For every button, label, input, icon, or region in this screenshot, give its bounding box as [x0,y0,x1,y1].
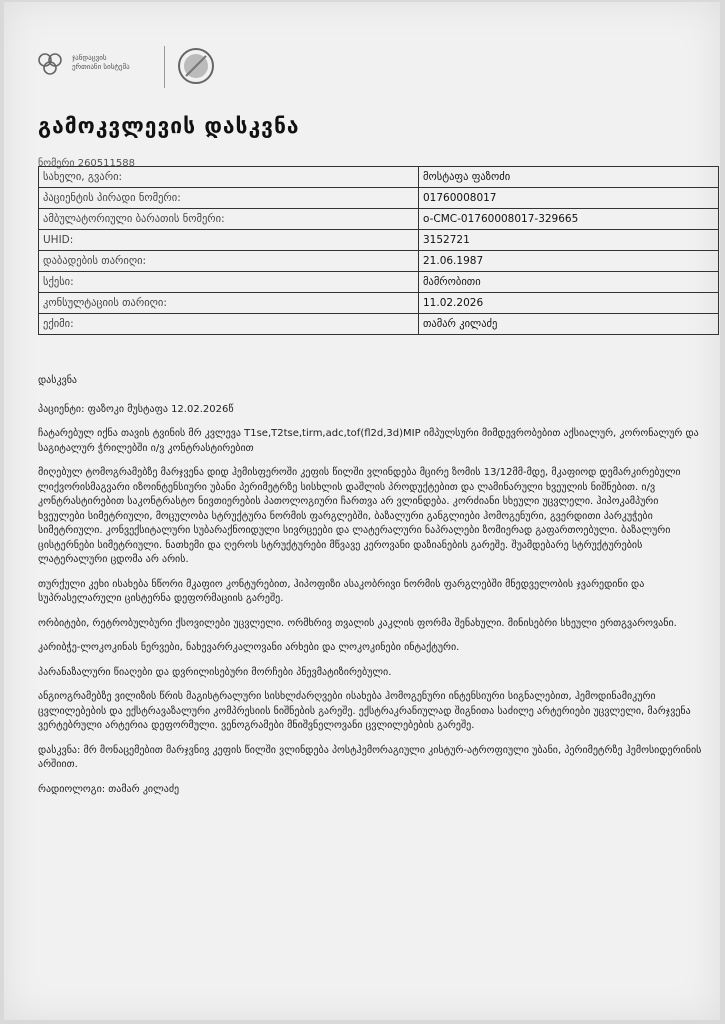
seal-icon [176,46,216,86]
table-row [39,272,719,293]
row-label: პაციენტის პირადი ნომერი: [39,188,419,209]
document-page [4,2,720,1020]
row-value: 01760008017 [419,188,719,209]
logo-divider [164,46,165,88]
row-value: 3152721 [419,230,719,251]
report-paragraph: ანგიოგრამებზე ვილიზის წრის მაგისტრალური სისხლძარღვები ისახება ჰომოგენური ინტენსიური სიგნალებით, ჰემოდინამიკური ცვლილებების და ექსტრავაზალური კომპრესიის ნიშნების გარეშე. ექსტრაკრანიულად შიგნითა საძილე არტერიები უცვლელი, მარჯვენა ვერტებრული არტერია დეფორმული. ვენოგრამები მნიშვნელოვანი ცვლილებების გარეშე. [38,691,691,731]
page-title: გამოკვლევის დასკვნა [38,114,300,138]
report-paragraph: კარიბჭე-ლოკოკინას ნერვები, ნახევარრკალოვანი არხები და ლოკოკინები ინტაქტური. [38,642,460,653]
table-row [39,314,719,335]
table-row [39,209,719,230]
table-row [39,251,719,272]
row-value: o-CMC-01760008017-329665 [419,209,719,230]
section-heading: დასკვნა [38,375,78,386]
report-body [38,374,708,807]
row-value: 21.06.1987 [419,251,719,272]
row-label: ამბულატორიული ბარათის ნომერი: [39,209,419,230]
row-value: თამარ კილაძე [419,314,719,335]
logo [36,50,226,90]
row-value: მამრობითი [419,272,719,293]
row-label: სახელი, გვარი: [39,167,419,188]
row-label: კონსულტაციის თარიღი: [39,293,419,314]
logo-icon [36,50,66,78]
row-value: 11.02.2026 [419,293,719,314]
patient-info-table [38,166,719,335]
conclusion-paragraph: დასკვნა: მრ მონაცემებით მარჯვნივ კეფის წილში ვლინდება პოსტჰემორაგიული კისტურ-ატროფიული უბანი, პერიმეტრზე ჰემოსიდერინის არშიით. [38,744,702,770]
report-paragraph: პარანაზალური წიაღები და დვრილისებური მორჩები პნევმატიზირებული. [38,666,392,678]
table-row [39,293,719,314]
table-row [39,167,719,188]
logo-text: ჯანდაცვის ერთიანი სისტემა [72,54,130,71]
report-paragraph: თურქული კეხი ისახება ნწორი მკაფიო კონტურებით, ჰიპოფიზი ასაკობრივი ნორმის ფარგლებში მნედველობის ჯვარედინი და სუპრასელარული ცისტერნა დეფორმაციის გარეშე. [38,578,645,604]
report-paragraph: ორბიტები, რეტრობულბური ქსოვილები უცვლელი. ორმხრივ თვალის კაკლის ფორმა შენახული. მინისებრი სხეული ერთგვაროვანი. [38,617,677,629]
patient-line: პაციენტი: ფაზოკი მუსტაფა 12.02.2026წ [38,403,234,415]
report-paragraph: მიღებულ ტომოგრამებზე მარჯვენა დიდ ჰემისფეროში კეფის წილში ვლინდება მცირე ზომის 13/12მმ-მდე, მკაფიოდ დემარკირებული ლიქვორისმაგვარი იზოინტენსიური უბანი პერიმეტრზე სისხლის დაშლის პროდუქტებით და ლამინარული ხვეულის ნიშნებით. ი/ვ კონტრასტირებით საკონტრასტო ნივთიერების პათოლოგიური ჩართვა არ ვლინდება. კორძიანი სხეული უცვლელი. ჰიპოკამპური ხვეულები სიმეტრიული, მოცულობა სტრუქტურა ნორმის ფარგლებში, ბაზალური განგლიები ჰომოგენური, გვერდითი პარკუჭები სიმეტრიული. კონვექსიტალური სუბარაქნოიდული სივრცეები და ლატერალური ნაპრალები ზომიერად გაფართოებული. ბაზალური ცისტერნები სიმეტრიული. ნათხემი და ღეროს სტრუქტურები მწვავე კეროვანი დაზიანების გარეშე. შუამდებარე სტრუქტურების ლატერალური ცდომა არ არის. [38,467,681,565]
row-label: სქესი: [39,272,419,293]
row-value: მოსტაფა ფაზოძი [419,167,719,188]
table-row [39,188,719,209]
row-label: ექიმი: [39,314,419,335]
row-label: UHID: [39,230,419,251]
radiologist-signature: რადიოლოგი: თამარ კილაძე [38,783,180,795]
document-number: ნომერი 260511588 [38,158,135,169]
table-row [39,230,719,251]
row-label: დაბადების თარიღი: [39,251,419,272]
report-paragraph: ჩატარებულ იქნა თავის ტვინის მრ კვლევა T1se,T2tse,tirm,adc,tof(fl2d,3d)MIP იმპულსური მიმდევრობებით აქსიალურ, კორონალურ და საგიტალურ ჭრილებში ი/ვ კონტრასტირებით [38,428,699,454]
